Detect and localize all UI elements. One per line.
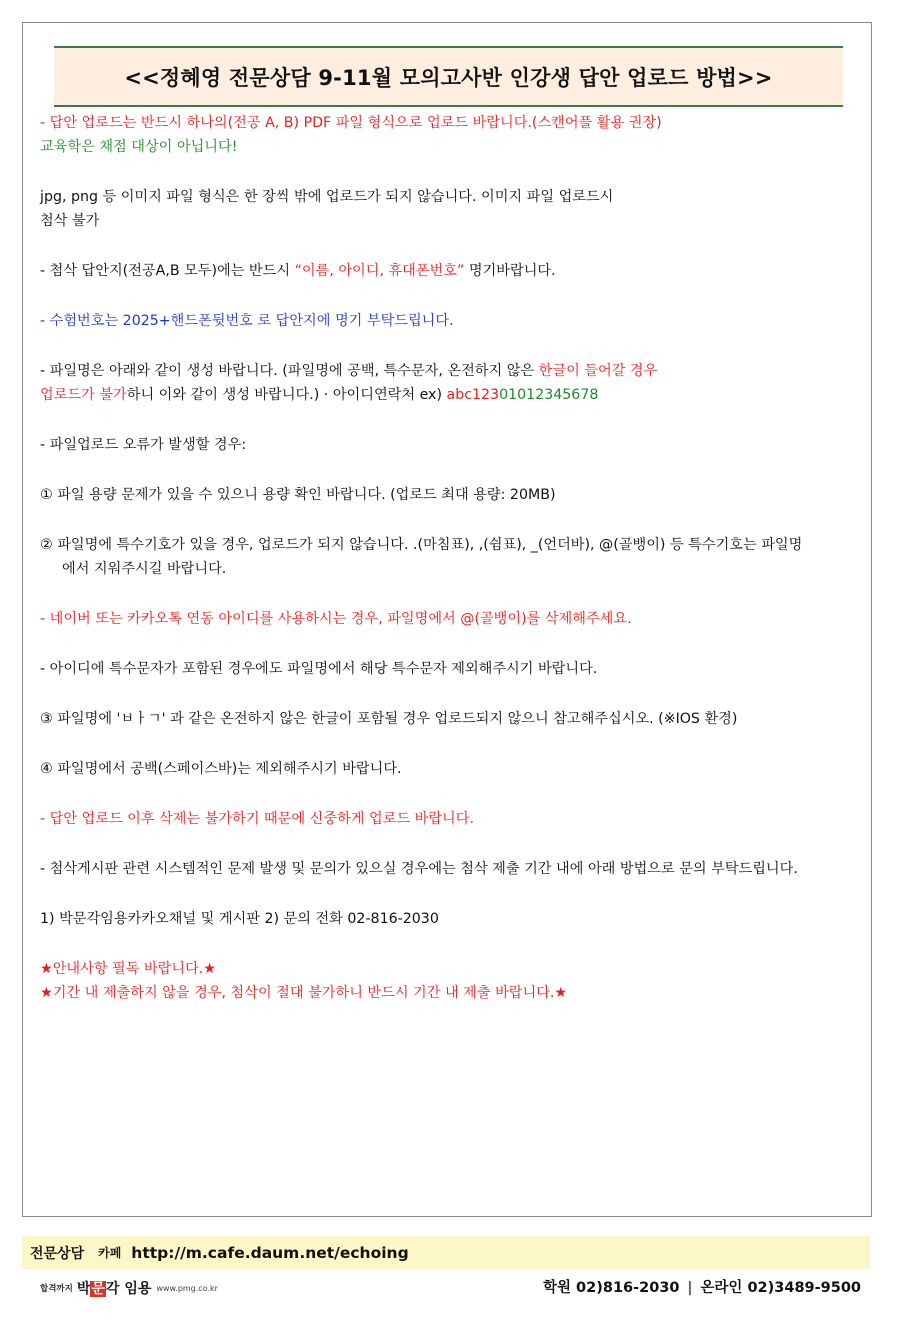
brand-slogan: 합격까지 (40, 1284, 73, 1294)
notice-image-format (40, 185, 815, 233)
image-format-line-2: 첨삭 불가 (40, 213, 100, 229)
academy-phone: 학원 02)816-2030 (542, 1280, 680, 1296)
brand-name-pre: 박 (76, 1281, 91, 1297)
special-chars-line: ② 파일명에 특수기호가 있을 경우, 업로드가 되지 않습니다. .(마침표), ,(쉼표), _(언더바), @(골뱅이) 등 특수기호는 파일명에서 지워주시길 바랍니다. (40, 537, 803, 577)
notice-inquiry (40, 857, 815, 881)
notice-contact (40, 907, 815, 931)
brand-name-post: 각 임용 (105, 1281, 152, 1297)
filename-example-phone: 01012345678 (499, 387, 599, 403)
notice-special-chars (40, 533, 815, 581)
naver-kakao-line: - 네이버 또는 카카오톡 연동 아이디를 사용하시는 경우, 파일명에서 @(골뱅이)를 삭제해주세요. (40, 611, 632, 627)
notice-pdf-format (40, 111, 815, 159)
notice-id-special (40, 657, 815, 681)
file-size-line: ① 파일 용량 문제가 있을 수 있으니 용량 확인 바랍니다. (업로드 최대 용량: 20MB) (40, 487, 556, 503)
filename-example-id: abc123 (446, 387, 500, 403)
brand-logo (40, 1277, 218, 1299)
footer-cafe-label: 카페 (98, 1246, 122, 1260)
page-title: <<정혜영 전문상담 9-11월 모의고사반 인강생 답안 업로드 방법>> (124, 65, 773, 90)
footer-label: 전문상담 (30, 1245, 85, 1262)
education-not-graded: 교육학은 채점 대상이 아닙니다! (40, 139, 238, 155)
filename-red-1: 한글이 들어갈 경우 (538, 363, 658, 379)
spaces-line: ④ 파일명에서 공백(스페이스바)는 제외해주시기 바랍니다. (40, 761, 402, 777)
notice-exam-number (40, 309, 815, 333)
contact-line: 1) 박문각임용카카오채널 및 게시판 2) 문의 전화 02-816-2030 (40, 911, 439, 927)
brand-site[interactable]: www.pmg.co.kr (156, 1283, 218, 1293)
notice-file-size (40, 483, 815, 507)
notice-content (40, 111, 815, 1031)
contact-separator: | (687, 1280, 693, 1296)
name-id-highlight: “이름, 아이디, 휴대폰번호” (294, 263, 465, 279)
footer-contact (543, 1276, 861, 1297)
notice-spaces (40, 757, 815, 781)
no-delete-line: - 답안 업로드 이후 삭제는 불가하기 때문에 신중하게 업로드 바랍니다. (40, 811, 474, 827)
notice-naver-kakao (40, 607, 815, 631)
notice-incomplete-hangul (40, 707, 815, 731)
name-id-pre: - 첨삭 답안지(전공A,B 모두)에는 반드시 (40, 263, 295, 279)
title-box (54, 46, 843, 107)
notice-filename (40, 359, 815, 407)
inquiry-line: - 첨삭게시판 관련 시스템적인 문제 발생 및 문의가 있으실 경우에는 첨삭 제출 기간 내에 아래 방법으로 문의 부탁드립니다. (40, 861, 798, 877)
filename-pre: - 파일명은 아래와 같이 생성 바랍니다. (파일명에 공백, 특수문자, 온전하지 않은 (40, 363, 539, 379)
name-id-post: 명기바랍니다. (464, 263, 556, 279)
online-phone: 온라인 02)3489-9500 (700, 1280, 861, 1296)
id-special-line: - 아이디에 특수문자가 포함된 경우에도 파일명에서 해당 특수문자 제외해주시기 바랍니다. (40, 661, 598, 677)
brand-name (77, 1278, 152, 1298)
notice-no-delete (40, 807, 815, 831)
notice-must-read (40, 957, 815, 1005)
exam-number-line: - 수험번호는 2025+핸드폰뒷번호 로 답안지에 명기 부탁드립니다. (40, 313, 454, 329)
notice-name-id (40, 259, 815, 283)
pdf-format-line: - 답안 업로드는 반드시 하나의(전공 A, B) PDF 파일 형식으로 업로드 바랍니다.(스캔어플 활용 권장) (40, 115, 662, 131)
brand-name-mid: 문 (91, 1281, 105, 1297)
filename-mid: 하니 이와 같이 생성 바랍니다.) · 아이디연락처 ex) (126, 387, 447, 403)
must-read-line-2: ★기간 내 제출하지 않을 경우, 첨삭이 절대 불가하니 반드시 기간 내 제출 바랍니다.★ (40, 985, 568, 1001)
image-format-line: jpg, png 등 이미지 파일 형식은 한 장씩 밖에 업로드가 되지 않습니다. 이미지 파일 업로드시 (40, 189, 614, 205)
footer-cafe-bar (22, 1236, 870, 1269)
notice-error-header (40, 433, 815, 457)
error-header-line: - 파일업로드 오류가 발생할 경우: (40, 437, 247, 453)
cafe-url-link[interactable]: http://m.cafe.daum.net/echoing (131, 1243, 409, 1262)
filename-red-2: 업로드가 불가 (40, 387, 127, 403)
incomplete-hangul-line: ③ 파일명에 'ㅂㅏㄱ' 과 같은 온전하지 않은 한글이 포함될 경우 업로드되지 않으니 참고해주십시오. (※IOS 환경) (40, 711, 738, 727)
must-read-line-1: ★안내사항 필독 바랍니다.★ (40, 961, 217, 977)
